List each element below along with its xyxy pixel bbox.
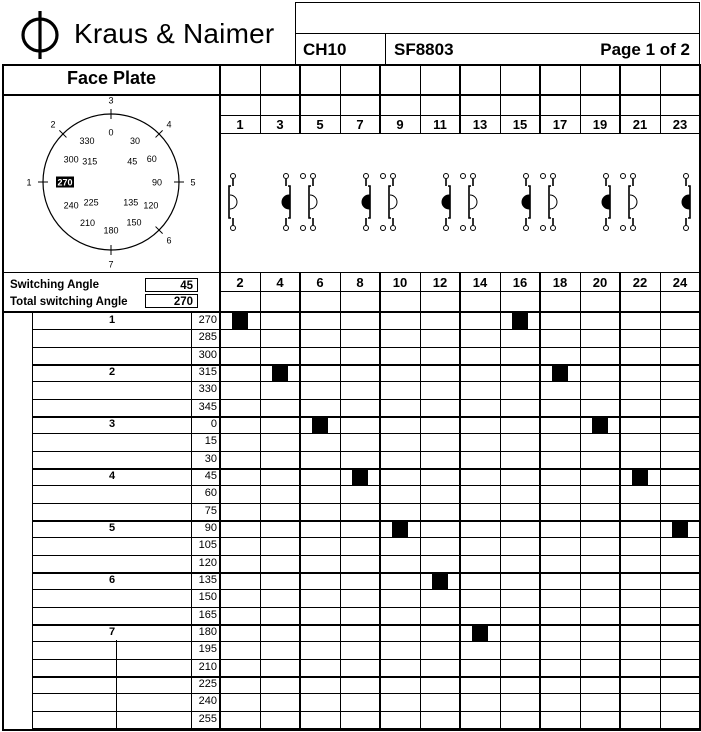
dial-position-number: 7 — [108, 259, 114, 270]
angle-value: 225 — [198, 678, 217, 690]
contact-cam — [390, 195, 397, 209]
angle-value: 15 — [204, 435, 217, 447]
contact-terminal — [541, 226, 546, 231]
contact-terminal — [631, 226, 636, 231]
contact-terminal — [524, 226, 529, 231]
dial-angle: 210 — [79, 218, 96, 229]
header-rule — [220, 133, 700, 134]
closed-contact-mark — [432, 573, 448, 589]
angle-value: 240 — [198, 695, 217, 707]
contact-terminal — [471, 226, 476, 231]
contact-terminal — [391, 174, 396, 179]
position-label: 7 — [108, 626, 116, 638]
page-indicator: Page 1 of 2 — [600, 40, 690, 59]
terminal-number-bottom: 12 — [432, 275, 448, 290]
contact-terminal — [684, 226, 689, 231]
angle-value: 345 — [198, 401, 217, 413]
closed-contact-mark — [472, 625, 488, 641]
contact-bracket — [389, 179, 393, 225]
terminal-number-bottom: 22 — [632, 275, 648, 290]
row-divider — [32, 537, 700, 538]
terminal-number-top: 13 — [472, 117, 488, 132]
contact-terminal — [621, 174, 626, 179]
contact-bracket — [629, 179, 633, 225]
contact-terminal — [604, 226, 609, 231]
contact-terminal — [444, 226, 449, 231]
angle-value: 45 — [204, 470, 217, 482]
row-divider — [32, 676, 700, 678]
dial-angle: 30 — [129, 135, 141, 146]
row-divider — [32, 503, 700, 504]
angle-value: 75 — [204, 505, 217, 517]
dial-angle: 315 — [82, 156, 98, 167]
contact-terminal — [461, 226, 466, 231]
dial-angle: 45 — [127, 156, 138, 167]
contact-cam-filled — [362, 195, 369, 209]
row-divider — [32, 641, 700, 642]
angle-value: 150 — [198, 591, 217, 603]
terminal-number-bottom: 10 — [392, 275, 408, 290]
brand-name: Kraus & Naimer — [74, 18, 275, 49]
logo — [18, 8, 62, 60]
terminal-number-bottom: 16 — [512, 275, 528, 290]
dial-angle: 150 — [126, 217, 142, 228]
row-divider — [32, 381, 700, 382]
contact-bracket — [549, 179, 553, 225]
position-label: 2 — [108, 366, 116, 378]
dial-angle: 0 — [108, 127, 114, 138]
contact-diagram — [221, 134, 699, 272]
contact-terminal — [541, 174, 546, 179]
dial-position-number: 5 — [190, 177, 196, 188]
terminal-number-bottom: 4 — [276, 275, 284, 290]
dial-angle: 180 — [103, 225, 119, 236]
dial-angle: 90 — [151, 177, 163, 188]
angle-value: 300 — [198, 349, 217, 361]
terminal-number-top: 15 — [512, 117, 528, 132]
row-divider — [32, 555, 700, 556]
total-switching-angle-value: 270 — [145, 294, 198, 308]
position-label: 6 — [108, 574, 116, 586]
contact-bracket — [469, 179, 473, 225]
angle-value: 270 — [198, 314, 217, 326]
row-divider — [32, 693, 700, 694]
row-divider — [32, 347, 700, 348]
angle-value: 60 — [204, 487, 217, 499]
row-divider — [32, 659, 700, 660]
angle-value: 210 — [198, 661, 217, 673]
contact-terminal — [231, 174, 236, 179]
closed-contact-mark — [352, 469, 368, 485]
contact-cam-filled — [522, 195, 529, 209]
contact-bracket — [229, 179, 233, 225]
dial-position-number: 6 — [166, 235, 172, 246]
contact-cam-filled — [602, 195, 609, 209]
contact-cam — [630, 195, 637, 209]
header-rule — [220, 291, 700, 292]
dial-angle: 120 — [143, 200, 159, 211]
contact-bracket — [309, 179, 313, 225]
contact-terminal — [604, 174, 609, 179]
angle-value: 165 — [198, 609, 217, 621]
phi-logo-icon — [18, 8, 62, 60]
contact-terminal — [551, 226, 556, 231]
terminal-number-bottom: 6 — [316, 275, 324, 290]
contact-terminal — [364, 174, 369, 179]
terminal-number-top: 5 — [316, 117, 324, 132]
row-divider — [32, 711, 700, 712]
terminal-number-bottom: 18 — [552, 275, 568, 290]
angle-value: 105 — [198, 539, 217, 551]
closed-contact-mark — [272, 365, 288, 381]
contact-terminal — [631, 174, 636, 179]
contact-terminal — [621, 226, 626, 231]
contact-cam — [230, 195, 237, 209]
terminal-number-top: 7 — [356, 117, 364, 132]
terminal-number-top: 19 — [592, 117, 608, 132]
row-divider — [32, 451, 700, 452]
terminal-number-bottom: 24 — [672, 275, 688, 290]
terminal-number-bottom: 8 — [356, 275, 364, 290]
contact-cam-filled — [442, 195, 449, 209]
dial-angle: 330 — [79, 135, 95, 146]
switching-angle-value: 45 — [145, 278, 198, 292]
angle-value: 0 — [210, 418, 217, 430]
dial-angle: 60 — [146, 154, 157, 164]
face-plate-title: Face Plate — [66, 68, 157, 88]
face-plate-dial — [4, 96, 218, 272]
dial-position-number: 3 — [108, 96, 114, 106]
contact-terminal — [471, 174, 476, 179]
terminal-number-bottom: 2 — [236, 275, 244, 290]
terminal-number-bottom: 20 — [592, 275, 608, 290]
row-divider — [32, 485, 700, 486]
model-code: CH10 — [303, 40, 347, 59]
contact-terminal — [684, 174, 689, 179]
dial-position-number: 4 — [166, 119, 172, 130]
dial-angle-highlighted: 270 — [57, 177, 73, 188]
position-label: 1 — [108, 314, 116, 326]
contact-terminal — [461, 174, 466, 179]
angle-value: 255 — [198, 713, 217, 725]
contact-cam-filled — [682, 195, 689, 209]
closed-contact-mark — [512, 313, 528, 329]
header-rule — [220, 115, 700, 116]
angle-value: 330 — [198, 383, 217, 395]
header-rule — [220, 272, 700, 273]
contact-cam — [470, 195, 477, 209]
contact-terminal — [284, 226, 289, 231]
row-divider — [32, 433, 700, 434]
closed-contact-mark — [312, 417, 328, 433]
angle-value: 315 — [198, 366, 217, 378]
terminal-number-top: 21 — [632, 117, 648, 132]
total-switching-angle-label: Total switching Angle — [10, 296, 128, 308]
contact-terminal — [284, 174, 289, 179]
row-divider — [32, 728, 700, 730]
contact-terminal — [524, 174, 529, 179]
terminal-number-top: 11 — [433, 117, 447, 132]
terminal-number-top: 17 — [552, 117, 568, 132]
terminal-number-bottom: 14 — [472, 275, 488, 290]
contact-terminal — [381, 226, 386, 231]
contact-terminal — [364, 226, 369, 231]
dial-position-number: 2 — [50, 119, 56, 130]
dial-position-number: 1 — [26, 177, 32, 188]
closed-contact-mark — [632, 469, 648, 485]
dial-angle: 300 — [63, 154, 79, 165]
contact-cam — [310, 195, 317, 209]
closed-contact-mark — [552, 365, 568, 381]
closed-contact-mark — [392, 521, 408, 537]
contact-cam-filled — [282, 195, 289, 209]
contact-terminal — [301, 226, 306, 231]
table-top-rule — [2, 311, 700, 313]
contact-terminal — [301, 174, 306, 179]
position-label: 3 — [108, 418, 116, 430]
angle-value: 120 — [198, 557, 217, 569]
angle-value: 30 — [204, 453, 217, 465]
contact-terminal — [391, 226, 396, 231]
dial-angle: 225 — [83, 197, 99, 208]
row-divider — [32, 589, 700, 590]
position-label: 5 — [108, 522, 116, 534]
angle-value: 285 — [198, 331, 217, 343]
row-divider — [32, 399, 700, 400]
contact-terminal — [444, 174, 449, 179]
angle-value: 90 — [204, 522, 217, 534]
contact-terminal — [311, 226, 316, 231]
switching-angle-label: Switching Angle — [10, 279, 100, 291]
contact-terminal — [551, 174, 556, 179]
contact-terminal — [231, 226, 236, 231]
terminal-number-top: 1 — [236, 117, 244, 132]
dial-angle: 240 — [63, 200, 79, 211]
row-divider — [32, 329, 700, 330]
closed-contact-mark — [232, 313, 248, 329]
program-code: SF8803 — [394, 40, 454, 59]
dial-angle: 135 — [123, 197, 139, 208]
terminal-number-top: 23 — [672, 117, 688, 132]
terminal-number-top: 3 — [276, 117, 284, 132]
angle-value: 195 — [198, 643, 217, 655]
angle-value: 135 — [198, 574, 217, 586]
contact-cam — [550, 195, 557, 209]
grid-inner-divider — [116, 640, 117, 730]
terminal-number-top: 9 — [396, 117, 404, 132]
closed-contact-mark — [672, 521, 688, 537]
contact-terminal — [381, 174, 386, 179]
closed-contact-mark — [592, 417, 608, 433]
contact-terminal — [311, 174, 316, 179]
position-label: 4 — [108, 470, 116, 482]
angle-value: 180 — [198, 626, 217, 638]
row-divider — [32, 607, 700, 608]
